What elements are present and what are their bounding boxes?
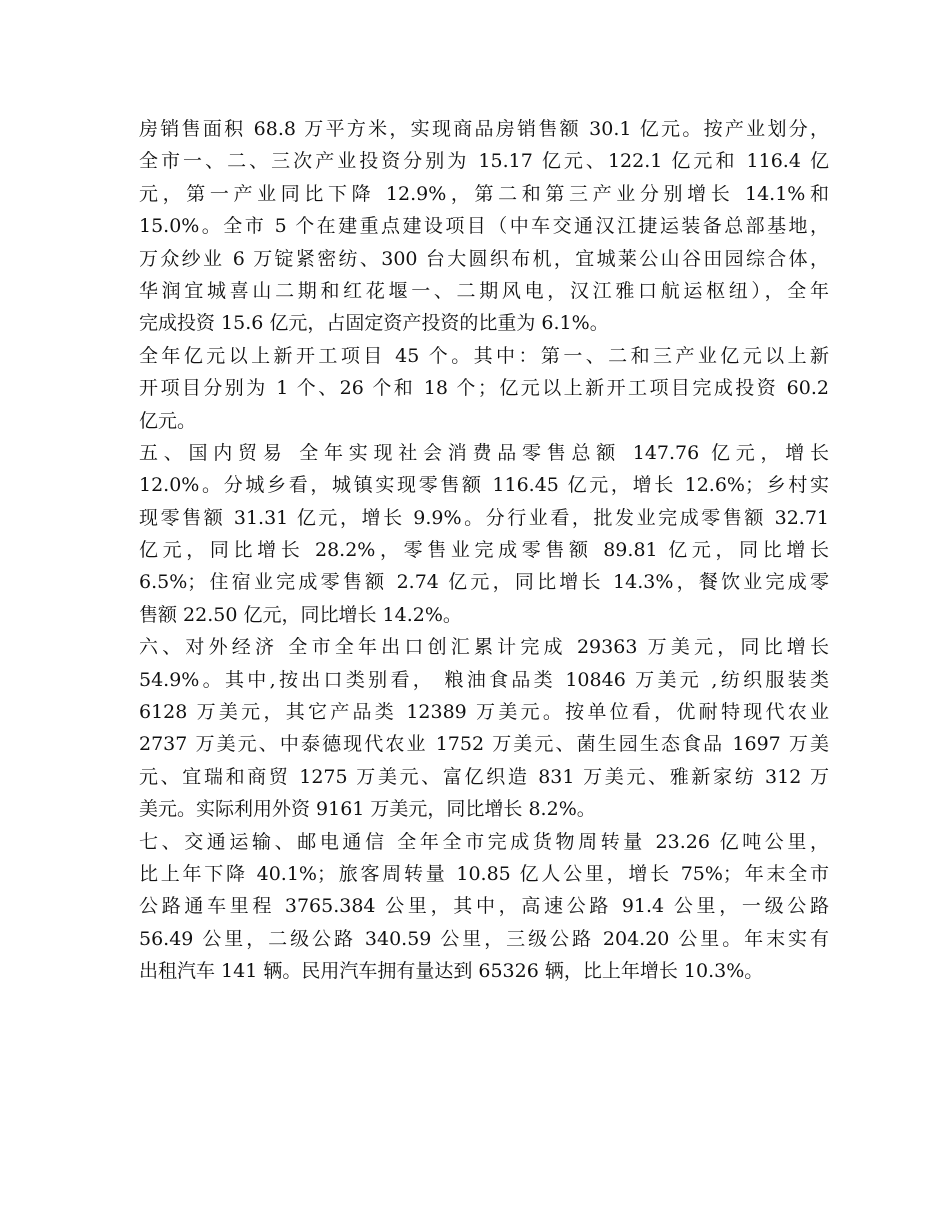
paragraph-investment (139, 113, 829, 340)
paragraph-domestic-trade (139, 437, 829, 631)
text-line: 现零售额 31.31 亿元，增长 9.9%。分行业看，批发业完成零售额 32.71 (139, 506, 829, 529)
document-page (139, 113, 829, 988)
text-line: 15.0%。全市 5 个在建重点建设项目（中车交通汉江捷运装备总部基地， (139, 215, 829, 238)
text-line: 亿元。 (139, 409, 197, 432)
text-line: 开项目分别为 1 个、26 个和 18 个；亿元以上新开工项目完成投资 60.2 (139, 377, 829, 400)
text-line: 比上年下降 40.1%；旅客周转量 10.85 亿人公里，增长 75%；年末全市 (139, 862, 829, 885)
text-line: 6.5%；住宿业完成零售额 2.74 亿元，同比增长 14.3%，餐饮业完成零 (139, 571, 829, 594)
text-line: 万众纱业 6 万锭紧密纺、300 台大圆织布机，宜城莱公山谷田园综合体， (139, 247, 829, 270)
text-line: 房销售面积 68.8 万平方米，实现商品房销售额 30.1 亿元。按产业划分， (139, 118, 829, 140)
text-line: 五、国内贸易 全年实现社会消费品零售总额 147.76 亿元，增长 (139, 441, 829, 464)
text-line: 54.9%。其中,按出口类别看， 粮油食品类 10846 万美元 ,纺织服装类 (139, 668, 829, 691)
text-line: 元，第一产业同比下降 12.9%，第二和第三产业分别增长 14.1%和 (139, 182, 829, 205)
text-line: 六、对外经济 全市全年出口创汇累计完成 29363 万美元，同比增长 (139, 636, 829, 659)
text-line: 12.0%。分城乡看，城镇实现零售额 116.45 亿元，增长 12.6%；乡村实 (139, 474, 829, 497)
text-line: 售额 22.50 亿元，同比增长 14.2%。 (139, 603, 462, 626)
text-line: 元、宜瑞和商贸 1275 万美元、富亿织造 831 万美元、雅新家纺 312 万 (139, 765, 829, 788)
paragraph-transport-post (139, 826, 829, 988)
text-line: 出租汽车 141 辆。民用汽车拥有量达到 65326 辆，比上年增长 10.3%。 (139, 960, 764, 983)
text-line: 全年亿元以上新开工项目 45 个。其中：第一、二和三产业亿元以上新 (139, 344, 829, 367)
paragraph-foreign-economy (139, 631, 829, 825)
text-line: 亿元，同比增长 28.2%，零售业完成零售额 89.81 亿元，同比增长 (139, 539, 829, 562)
text-line: 美元。实际利用外资 9161 万美元，同比增长 8.2%。 (139, 798, 596, 821)
text-line: 完成投资 15.6 亿元，占固定资产投资的比重为 6.1%。 (139, 312, 609, 335)
text-line: 6128 万美元，其它产品类 12389 万美元。按单位看，优耐特现代农业 (139, 701, 829, 724)
text-line: 56.49 公里，二级公路 340.59 公里，三级公路 204.20 公里。年末实有 (139, 927, 829, 950)
text-line: 全市一、二、三次产业投资分别为 15.17 亿元、122.1 亿元和 116.4 亿 (139, 150, 829, 173)
paragraph-new-projects (139, 340, 829, 437)
text-line: 公路通车里程 3765.384 公里，其中，高速公路 91.4 公里，一级公路 (139, 895, 829, 918)
text-line: 华润宜城喜山二期和红花堰一、二期风电，汉江雅口航运枢纽），全年 (139, 279, 829, 302)
text-line: 七、交通运输、邮电通信 全年全市完成货物周转量 23.26 亿吨公里， (139, 830, 829, 853)
text-line: 2737 万美元、中泰德现代农业 1752 万美元、菌生园生态食品 1697 万美 (139, 733, 829, 756)
